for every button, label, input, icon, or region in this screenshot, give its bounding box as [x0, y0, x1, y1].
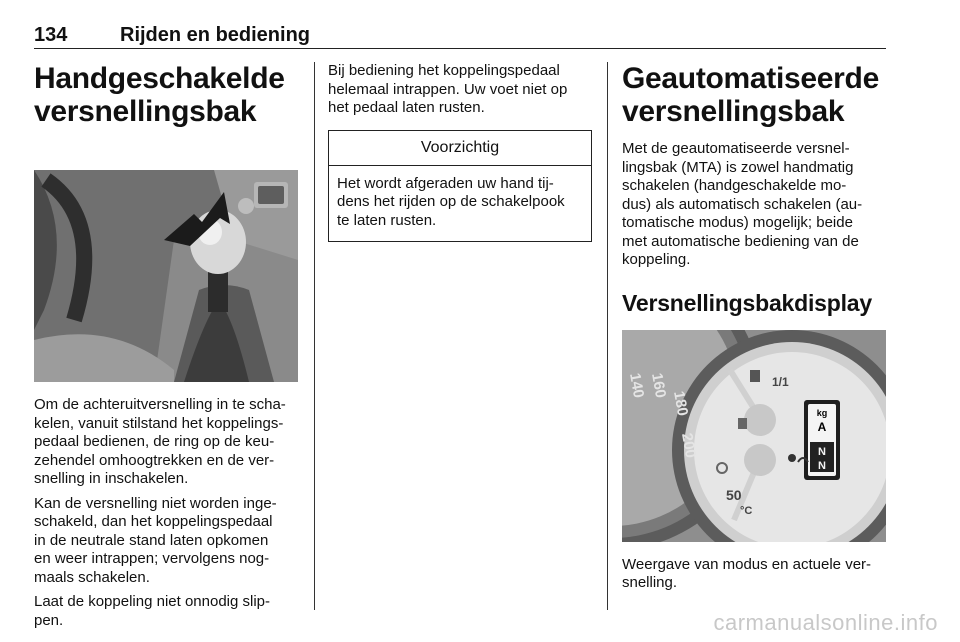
speed-tick: 140 [626, 371, 648, 399]
column-divider [314, 62, 315, 610]
subheading: Versnellingsbakdisplay [622, 289, 872, 316]
column-divider [607, 62, 608, 610]
gearbox-display-illustration [622, 330, 886, 542]
temp-unit: °C [740, 504, 753, 517]
fuel-tick: 1/1 [772, 374, 789, 389]
caution-box [328, 130, 592, 243]
page-number: 134 [34, 24, 68, 46]
display-gear-top: N [818, 445, 826, 458]
display-gear-bottom: N [818, 459, 826, 472]
figure-caption: Weergave van modus en actuele ver- snelling. [622, 555, 872, 591]
chapter-title: Rijden en bediening [120, 24, 311, 46]
watermark: carmanualsonline.info [713, 610, 938, 635]
column-manual-gearbox [34, 62, 300, 630]
paragraph: Bij bediening het koppelingspedaal helemaal intrappen. Uw voet niet op het pedaal laten rusten. [328, 62, 568, 116]
column-automated-gearbox [622, 62, 886, 593]
gear-lever-illustration [34, 170, 298, 382]
column-clutch-info [328, 62, 592, 242]
section-heading: Handgeschakelde versnellingsbak [34, 62, 285, 128]
display-unit-label: kg [816, 407, 828, 418]
caution-title: Voorzichtig [329, 131, 591, 166]
page-header [34, 10, 886, 49]
caution-text: Het wordt afgeraden uw hand tij- dens het rijden op de schakelpook te laten rusten. [337, 174, 565, 229]
speed-tick: 200 [678, 431, 700, 459]
speed-tick: 180 [670, 389, 692, 417]
speed-tick: 160 [648, 371, 670, 399]
paragraph: Om de achteruitversnelling in te scha- kelen, vanuit stilstand het koppelings- pedaal bedienen, de ring op de keu- zehendel omhoogtrekken en de ver- snelling in inschakelen. [34, 396, 286, 487]
paragraph: Met de geautomatiseerde versnel- lingsbak (MTA) is zowel handmatig schakelen (handgeschakelde mo- dus) als automatisch schakelen (au- tomatische modus) mogelijk; beide met automatische bediening van de koppeling. [622, 140, 863, 268]
temp-tick: 50 [726, 486, 742, 503]
paragraph: Kan de versnelling niet worden inge- schakeld, dan het koppelingspedaal in de neutrale stand laten opkomen en weer intrappen; vervolgens nog- maals schakelen. [34, 494, 277, 586]
paragraph: Laat de koppeling niet onnodig slip- pen. [34, 593, 271, 629]
display-mode-label: A [817, 419, 827, 434]
section-heading: Geautomatiseerde versnellingsbak [622, 62, 879, 128]
